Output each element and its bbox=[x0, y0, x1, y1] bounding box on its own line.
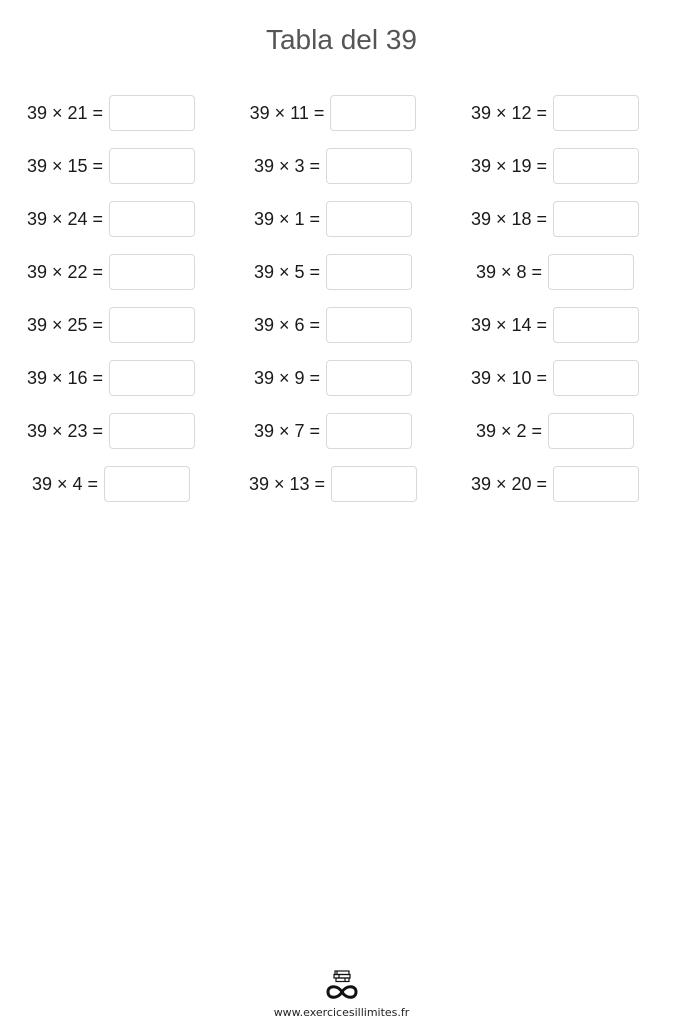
exercise-item bbox=[444, 305, 666, 345]
exercise-expression: 39 × 23 = bbox=[26, 420, 104, 441]
exercise-expression: 39 × 6 = bbox=[253, 314, 321, 335]
answer-input[interactable] bbox=[553, 360, 639, 396]
exercise-expression: 39 × 11 = bbox=[249, 102, 325, 123]
exercise-item bbox=[444, 146, 666, 186]
exercise-item bbox=[222, 146, 444, 186]
exercise-expression: 39 × 1 = bbox=[253, 208, 321, 229]
exercise-item bbox=[444, 464, 666, 504]
answer-input[interactable] bbox=[553, 95, 639, 131]
exercise-row bbox=[0, 464, 683, 517]
exercise-item bbox=[0, 305, 222, 345]
exercise-expression: 39 × 25 = bbox=[26, 314, 104, 335]
exercise-expression: 39 × 7 = bbox=[253, 420, 321, 441]
exercise-expression: 39 × 9 = bbox=[253, 367, 321, 388]
answer-input[interactable] bbox=[553, 307, 639, 343]
exercise-item bbox=[444, 93, 666, 133]
exercise-expression: 39 × 12 = bbox=[470, 102, 548, 123]
exercise-grid bbox=[0, 93, 683, 517]
answer-input[interactable] bbox=[548, 254, 634, 290]
exercise-row bbox=[0, 252, 683, 305]
exercise-expression: 39 × 10 = bbox=[470, 367, 548, 388]
exercise-expression: 39 × 20 = bbox=[470, 473, 548, 494]
answer-input[interactable] bbox=[109, 201, 195, 237]
exercise-item bbox=[0, 199, 222, 239]
exercise-item bbox=[222, 358, 444, 398]
exercise-row bbox=[0, 358, 683, 411]
exercise-item bbox=[0, 146, 222, 186]
answer-input[interactable] bbox=[326, 254, 412, 290]
exercise-item bbox=[222, 93, 444, 133]
exercise-item bbox=[444, 411, 666, 451]
exercise-expression: 39 × 19 = bbox=[470, 155, 548, 176]
answer-input[interactable] bbox=[104, 466, 190, 502]
exercise-row bbox=[0, 93, 683, 146]
exercise-expression: 39 × 5 = bbox=[253, 261, 321, 282]
exercise-item bbox=[444, 358, 666, 398]
exercise-item bbox=[444, 252, 666, 292]
footer bbox=[0, 968, 683, 1019]
exercise-item bbox=[222, 411, 444, 451]
exercise-row bbox=[0, 305, 683, 358]
answer-input[interactable] bbox=[326, 148, 412, 184]
exercise-item bbox=[444, 199, 666, 239]
answer-input[interactable] bbox=[326, 360, 412, 396]
exercise-item bbox=[222, 252, 444, 292]
answer-input[interactable] bbox=[553, 148, 639, 184]
exercise-expression: 39 × 2 = bbox=[475, 420, 543, 441]
exercise-row bbox=[0, 199, 683, 252]
exercise-expression: 39 × 14 = bbox=[470, 314, 548, 335]
exercise-expression: 39 × 4 = bbox=[31, 473, 99, 494]
exercise-item bbox=[0, 93, 222, 133]
exercise-expression: 39 × 24 = bbox=[26, 208, 104, 229]
answer-input[interactable] bbox=[326, 307, 412, 343]
answer-input[interactable] bbox=[109, 360, 195, 396]
site-url: www.exercicesillimites.fr bbox=[273, 1006, 410, 1019]
exercise-expression: 39 × 3 = bbox=[253, 155, 321, 176]
exercise-expression: 39 × 16 = bbox=[26, 367, 104, 388]
answer-input[interactable] bbox=[330, 95, 416, 131]
exercise-row bbox=[0, 411, 683, 464]
exercise-expression: 39 × 15 = bbox=[26, 155, 104, 176]
answer-input[interactable] bbox=[109, 148, 195, 184]
exercise-item bbox=[0, 358, 222, 398]
answer-input[interactable] bbox=[109, 307, 195, 343]
answer-input[interactable] bbox=[109, 413, 195, 449]
exercise-item bbox=[222, 464, 444, 504]
exercise-item bbox=[0, 252, 222, 292]
page-title: Tabla del 39 bbox=[265, 24, 417, 55]
exercise-item bbox=[222, 199, 444, 239]
exercise-row bbox=[0, 146, 683, 199]
answer-input[interactable] bbox=[326, 413, 412, 449]
exercise-expression: 39 × 21 = bbox=[26, 102, 104, 123]
answer-input[interactable] bbox=[548, 413, 634, 449]
infinity-books-logo-icon bbox=[322, 968, 362, 1002]
exercise-expression: 39 × 13 = bbox=[248, 473, 326, 494]
exercise-item bbox=[0, 464, 222, 504]
answer-input[interactable] bbox=[326, 201, 412, 237]
exercise-item bbox=[222, 305, 444, 345]
answer-input[interactable] bbox=[331, 466, 417, 502]
answer-input[interactable] bbox=[553, 201, 639, 237]
answer-input[interactable] bbox=[109, 254, 195, 290]
exercise-expression: 39 × 8 = bbox=[475, 261, 543, 282]
answer-input[interactable] bbox=[109, 95, 195, 131]
answer-input[interactable] bbox=[553, 466, 639, 502]
exercise-expression: 39 × 18 = bbox=[470, 208, 548, 229]
exercise-expression: 39 × 22 = bbox=[26, 261, 104, 282]
exercise-item bbox=[0, 411, 222, 451]
